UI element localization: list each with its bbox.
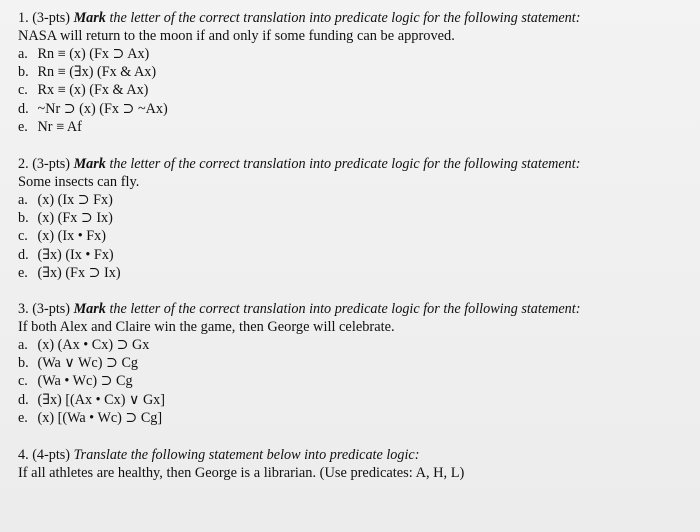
prompt-text: the letter of the correct translation into predicate logic for the following statement: — [109, 301, 581, 317]
option-d[interactable] — [18, 246, 580, 264]
option-c[interactable] — [18, 81, 580, 99]
option-b[interactable] — [18, 354, 580, 372]
option-letter: c. — [18, 228, 28, 245]
option-letter: e. — [18, 118, 28, 135]
question-2-statement: Some insects can fly. — [18, 174, 140, 190]
option-text: Rn ≡ (∃x) (Fx & Ax) — [37, 64, 157, 81]
question-1-prompt — [18, 10, 580, 27]
option-text: ~Nr ⊃ (x) (Fx ⊃ ~Ax) — [37, 100, 168, 117]
option-letter: d. — [18, 246, 29, 263]
option-a[interactable] — [18, 336, 580, 354]
option-d[interactable] — [18, 100, 580, 118]
question-2-options — [18, 191, 580, 282]
question-points: (3-pts) — [32, 10, 71, 26]
question-4 — [18, 447, 464, 482]
option-text: (Wa ∨ Wc) ⊃ Cg — [37, 355, 138, 372]
question-points: (3-pts) — [32, 156, 71, 172]
option-letter: c. — [18, 373, 28, 390]
option-letter: a. — [18, 337, 28, 353]
option-e[interactable] — [18, 264, 580, 282]
option-a[interactable] — [18, 191, 580, 209]
option-a[interactable] — [18, 45, 580, 63]
option-text: Rn ≡ (x) (Fx ⊃ Ax) — [37, 46, 150, 62]
mark-word: Mark — [73, 301, 106, 317]
option-letter: b. — [18, 210, 29, 227]
option-letter: b. — [18, 355, 29, 372]
question-points: (3-pts) — [32, 301, 71, 317]
option-text: (∃x) (Ix • Fx) — [37, 246, 114, 263]
question-points: (4-pts) — [32, 447, 71, 463]
question-number: 4. — [18, 447, 29, 463]
option-letter: c. — [18, 82, 28, 99]
option-letter: e. — [18, 264, 28, 281]
option-text: (x) (Ix ⊃ Fx) — [37, 192, 113, 208]
mark-word: Mark — [73, 10, 106, 26]
question-1 — [18, 10, 580, 136]
option-text: (x) (Ax • Cx) ⊃ Gx — [37, 337, 150, 353]
option-letter: a. — [18, 46, 28, 62]
option-c[interactable] — [18, 372, 580, 390]
option-c[interactable] — [18, 227, 580, 245]
option-text: (∃x) [(Ax • Cx) ∨ Gx] — [37, 391, 166, 408]
question-3 — [18, 301, 580, 427]
prompt-text: Translate the following statement below into predicate logic: — [73, 447, 420, 463]
option-e[interactable] — [18, 409, 580, 427]
question-1-statement: NASA will return to the moon if and only if some funding can be approved. — [18, 28, 455, 44]
option-text: (∃x) (Fx ⊃ Ix) — [37, 264, 121, 281]
question-2-prompt — [18, 156, 580, 173]
option-text: Nr ≡ Af — [37, 118, 82, 135]
question-2 — [18, 156, 580, 282]
question-4-statement: If all athletes are healthy, then George is a librarian. (Use predicates: A, H, L) — [18, 465, 465, 481]
question-3-prompt — [18, 301, 580, 318]
option-b[interactable] — [18, 63, 580, 81]
option-letter: e. — [18, 409, 28, 426]
option-text: (x) (Fx ⊃ Ix) — [37, 210, 113, 227]
prompt-text: the letter of the correct translation into predicate logic for the following statement: — [109, 156, 581, 172]
option-letter: b. — [18, 64, 29, 81]
question-number: 3. — [18, 301, 29, 317]
question-4-prompt — [18, 447, 464, 464]
option-b[interactable] — [18, 209, 580, 227]
question-3-statement: If both Alex and Claire win the game, then George will celebrate. — [18, 319, 395, 335]
option-letter: d. — [18, 391, 29, 408]
option-text: (x) (Ix • Fx) — [37, 228, 106, 245]
question-number: 2. — [18, 156, 29, 172]
option-e[interactable] — [18, 118, 580, 136]
question-1-options — [18, 45, 580, 136]
question-3-options — [18, 336, 580, 427]
question-number: 1. — [18, 10, 29, 26]
option-letter: d. — [18, 100, 29, 117]
option-text: (x) [(Wa • Wc) ⊃ Cg] — [37, 409, 163, 426]
option-letter: a. — [18, 192, 28, 208]
option-d[interactable] — [18, 391, 580, 409]
option-text: Rx ≡ (x) (Fx & Ax) — [37, 82, 149, 99]
mark-word: Mark — [73, 156, 106, 172]
prompt-text: the letter of the correct translation into predicate logic for the following statement: — [109, 10, 581, 26]
option-text: (Wa • Wc) ⊃ Cg — [37, 373, 133, 390]
